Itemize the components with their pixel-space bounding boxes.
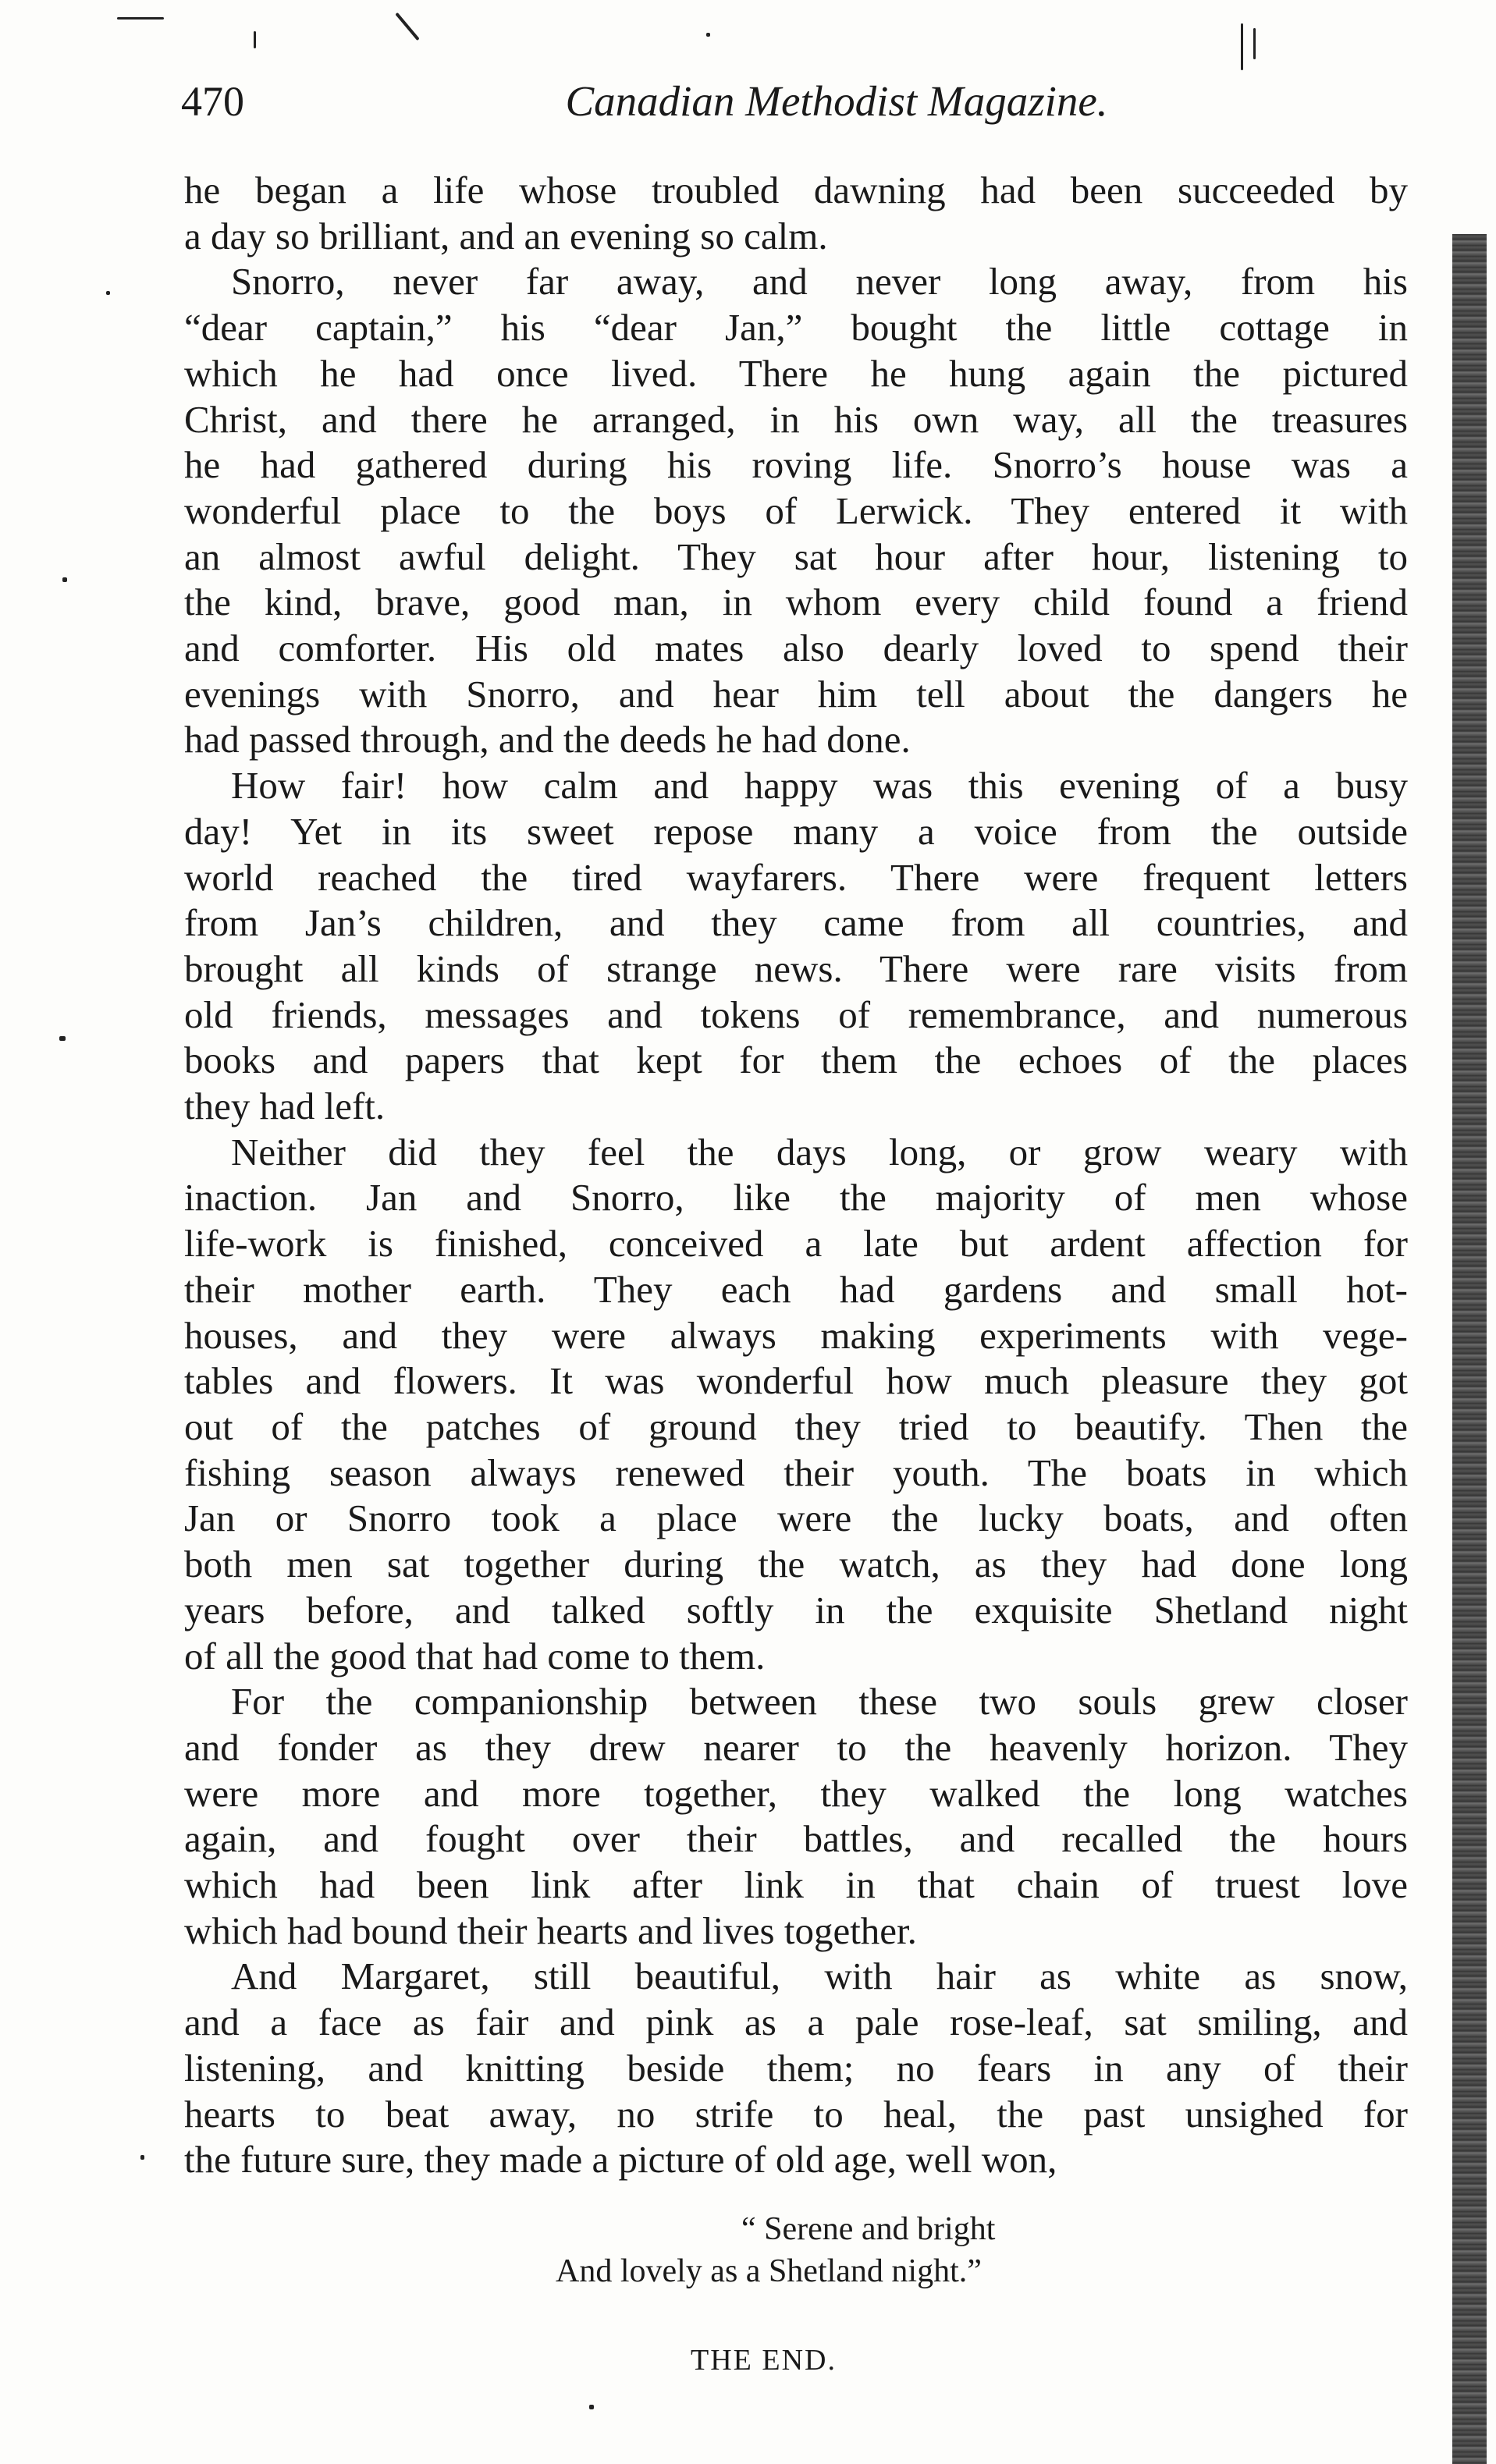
text-line: from Jan’s children, and they came from all countries, and bbox=[184, 901, 1408, 945]
print-speck bbox=[1253, 28, 1256, 59]
print-speck bbox=[62, 577, 67, 582]
paragraph bbox=[184, 1130, 1408, 1679]
page-edge-shadow bbox=[1452, 234, 1487, 2464]
text-line: wonderful place to the boys of Lerwick. They entered it with bbox=[184, 488, 1408, 532]
text-line: For the companionship between these two souls grew closer bbox=[231, 1680, 1408, 1724]
print-speck bbox=[1241, 23, 1243, 70]
page-number: 470 bbox=[181, 78, 244, 125]
text-line: which had bound their hearts and lives together. bbox=[184, 1908, 917, 1952]
print-speck bbox=[59, 1036, 66, 1041]
paragraph bbox=[184, 1954, 1408, 2183]
text-line: were more and more together, they walked the long watches bbox=[184, 1771, 1408, 1815]
paragraph bbox=[184, 168, 1408, 259]
text-line: and a face as fair and pink as a pale rose-leaf, sat smiling, and bbox=[184, 2001, 1408, 2044]
print-speck bbox=[140, 2155, 144, 2160]
text-line: their mother earth. They each had gardens and small hot- bbox=[184, 1267, 1408, 1311]
text-line: Snorro, never far away, and never long away, from his bbox=[231, 260, 1408, 304]
text-line: life-work is finished, conceived a late but ardent affection for bbox=[184, 1222, 1408, 1266]
text-line: books and papers that kept for them the echoes of the places bbox=[184, 1039, 1408, 1082]
text-line: old friends, messages and tokens of remembrance, and numerous bbox=[184, 992, 1408, 1036]
text-line: And Margaret, still beautiful, with hair as white as snow, bbox=[231, 1955, 1408, 1998]
text-line: “dear captain,” his “dear Jan,” bought the little cottage in bbox=[184, 306, 1408, 350]
text-line: How fair! how calm and happy was this evening of a busy bbox=[231, 764, 1408, 808]
text-line: fishing season always renewed their youth. The boats in which bbox=[184, 1450, 1408, 1494]
text-line: Neither did they feel the days long, or grow weary with bbox=[231, 1130, 1408, 1173]
text-line: the future sure, they made a picture of old age, well won, bbox=[184, 2138, 1057, 2182]
text-line: evenings with Snorro, and hear him tell about the dangers he bbox=[184, 672, 1408, 715]
text-line: and fonder as they drew nearer to the heavenly horizon. They bbox=[184, 1725, 1408, 1769]
text-line: of all the good that had come to them. bbox=[184, 1634, 766, 1678]
text-line: and comforter. His old mates also dearly loved to spend their bbox=[184, 627, 1408, 670]
text-line: day! Yet in its sweet repose many a voice from the outside bbox=[184, 809, 1408, 853]
text-line: listening, and knitting beside them; no fears in any of their bbox=[184, 2046, 1408, 2089]
print-speck bbox=[706, 33, 710, 37]
text-line: the kind, brave, good man, in whom every child found a friend bbox=[184, 580, 1408, 624]
text-line: had passed through, and the deeds he had done. bbox=[184, 718, 911, 762]
body-text bbox=[184, 168, 1408, 2183]
text-line: he had gathered during his roving life. Snorro’s house was a bbox=[184, 443, 1408, 487]
verse-line: And lovely as a Shetland night.” bbox=[556, 2253, 982, 2289]
text-line: again, and fought over their battles, and recalled the hours bbox=[184, 1817, 1408, 1861]
text-line: they had left. bbox=[184, 1085, 386, 1128]
paragraph bbox=[184, 763, 1408, 1130]
text-line: out of the patches of ground they tried to beautify. Then the bbox=[184, 1404, 1408, 1448]
print-speck bbox=[117, 17, 164, 20]
text-line: Jan or Snorro took a place were the lucky boats, and often bbox=[184, 1497, 1408, 1540]
text-line: an almost awful delight. They sat hour after hour, listening to bbox=[184, 534, 1408, 578]
text-line: world reached the tired wayfarers. There were frequent letters bbox=[184, 855, 1408, 899]
text-line: hearts to beat away, no strife to heal, the past unsighed for bbox=[184, 2092, 1408, 2136]
text-line: houses, and they were always making experiments with vege- bbox=[184, 1313, 1408, 1357]
text-line: both men sat together during the watch, as they had done long bbox=[184, 1543, 1408, 1586]
text-line: which he had once lived. There he hung again the pictured bbox=[184, 351, 1408, 395]
verse-line: “ Serene and bright bbox=[741, 2211, 996, 2247]
paragraph bbox=[184, 259, 1408, 763]
text-line: which had been link after link in that chain of truest love bbox=[184, 1863, 1408, 1907]
print-speck bbox=[254, 31, 256, 48]
text-line: a day so brilliant, and an evening so calm. bbox=[184, 214, 828, 257]
page-header bbox=[181, 70, 1398, 133]
print-speck bbox=[395, 12, 419, 41]
print-speck bbox=[106, 291, 110, 295]
text-line: years before, and talked softly in the exquisite Shetland night bbox=[184, 1588, 1408, 1631]
text-line: Christ, and there he arranged, in his own way, all the treasures bbox=[184, 397, 1408, 441]
running-title: Canadian Methodist Magazine. bbox=[565, 77, 1108, 125]
text-line: he began a life whose troubled dawning had been succeeded by bbox=[184, 169, 1408, 211]
text-line: inaction. Jan and Snorro, like the majority of men whose bbox=[184, 1176, 1408, 1220]
paragraph bbox=[184, 1679, 1408, 1954]
text-line: tables and flowers. It was wonderful how much pleasure they got bbox=[184, 1359, 1408, 1403]
print-speck bbox=[589, 2405, 594, 2409]
text-line: brought all kinds of strange news. There were rare visits from bbox=[184, 946, 1408, 990]
closing-text: THE END. bbox=[691, 2344, 837, 2377]
